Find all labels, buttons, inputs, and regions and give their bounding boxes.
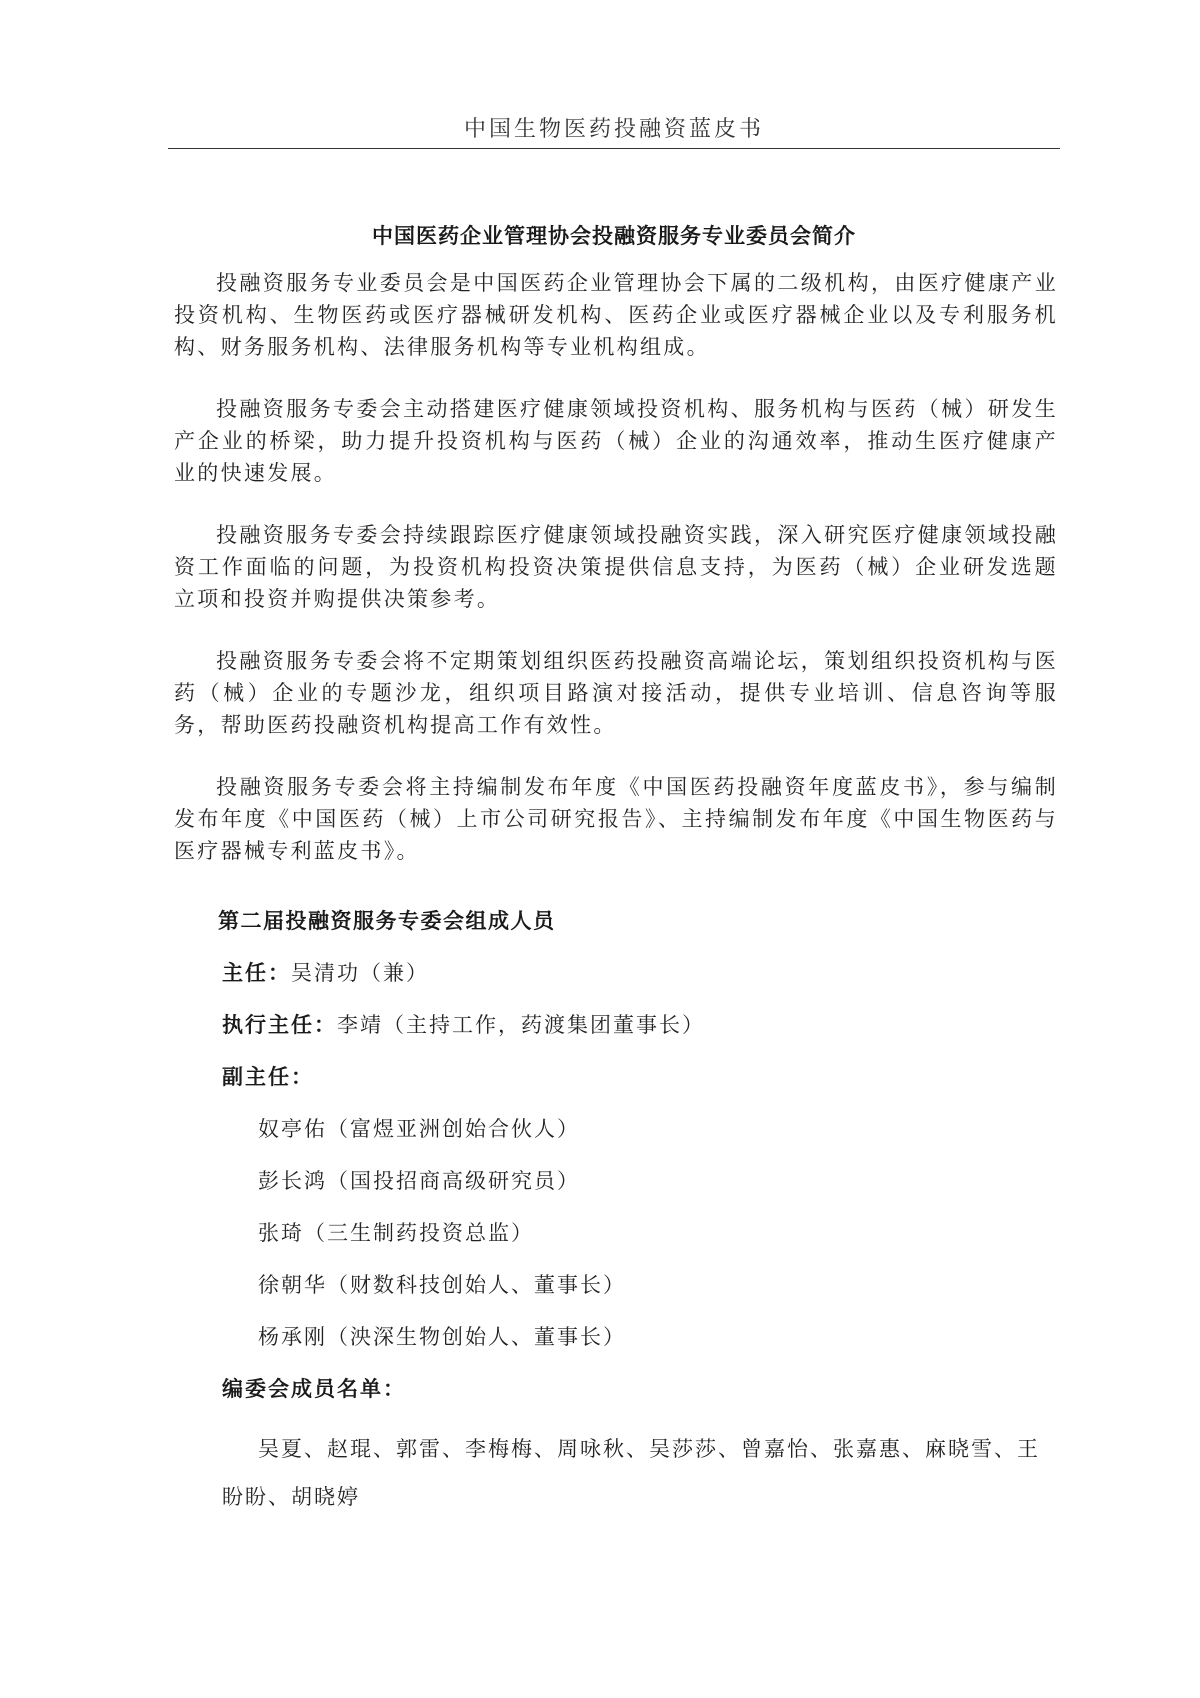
intro-title: 中国医药企业管理协会投融资服务专业委员会简介 <box>372 223 856 248</box>
director-line <box>222 957 429 987</box>
intro-paragraph: 投融资服务专委会主动搭建医疗健康领域投资机构、服务机构与医药（械）研发生产企业的桥梁，助力提升投资机构与医药（械）企业的沟通效率，推动生医疗健康产业的快速发展。 <box>174 397 1058 485</box>
vice-director-item: 奴亭佑（富煜亚洲创始合伙人） <box>258 1117 580 1141</box>
vice-director-item: 彭长鸿（国投招商高级研究员） <box>258 1169 580 1193</box>
vice-director-line <box>222 1061 314 1091</box>
intro-paragraph: 投融资服务专委会将不定期策划组织医药投融资高端论坛，策划组织投资机构与医药（械）企业的专题沙龙，组织项目路演对接活动，提供专业培训、信息咨询等服务，帮助医药投融资机构提高工作有效性。 <box>174 649 1058 737</box>
running-header: 中国生物医药投融资蓝皮书 <box>463 117 764 142</box>
vice-director-item: 张琦（三生制药投资总监） <box>258 1221 534 1245</box>
executive-director-value: 李靖（主持工作，药渡集团董事长） <box>337 1013 705 1037</box>
vice-director-label: 副主任： <box>222 1064 314 1089</box>
vice-director-item: 杨承刚（泱深生物创始人、董事长） <box>258 1325 626 1349</box>
header-rule <box>168 148 1060 149</box>
director-value: 吴清功（兼） <box>291 961 429 985</box>
intro-body <box>174 267 1058 897</box>
vice-director-item: 徐朝华（财数科技创始人、董事长） <box>258 1273 626 1297</box>
editorial-label: 编委会成员名单： <box>222 1376 406 1401</box>
intro-paragraph: 投融资服务专委会将主持编制发布年度《中国医药投融资年度蓝皮书》，参与编制发布年度《中国医药（械）上市公司研究报告》、主持编制发布年度《中国生物医药与医疗器械专利蓝皮书》。 <box>174 775 1058 863</box>
intro-paragraph: 投融资服务专委会持续跟踪医疗健康领域投融资实践，深入研究医疗健康领域投融资工作面临的问题，为投资机构投资决策提供信息支持，为医药（械）企业研发选题立项和投资并购提供决策参考。 <box>174 523 1058 611</box>
editorial-members: 吴夏、赵琨、郭雷、李梅梅、周咏秋、吴莎莎、曾嘉怡、张嘉惠、麻晓雪、王盼盼、胡晓婷 <box>222 1437 1040 1509</box>
intro-paragraph: 投融资服务专业委员会是中国医药企业管理协会下属的二级机构，由医疗健康产业投资机构、生物医药或医疗器械研发机构、医药企业或医疗器械企业以及专利服务机构、财务服务机构、法律服务机构等专业机构组成。 <box>174 271 1058 359</box>
executive-director-label: 执行主任： <box>222 1012 337 1037</box>
editorial-line <box>222 1373 406 1403</box>
executive-director-line <box>222 1009 705 1039</box>
members-title: 第二届投融资服务专委会组成人员 <box>218 908 556 933</box>
director-label: 主任： <box>222 960 291 985</box>
